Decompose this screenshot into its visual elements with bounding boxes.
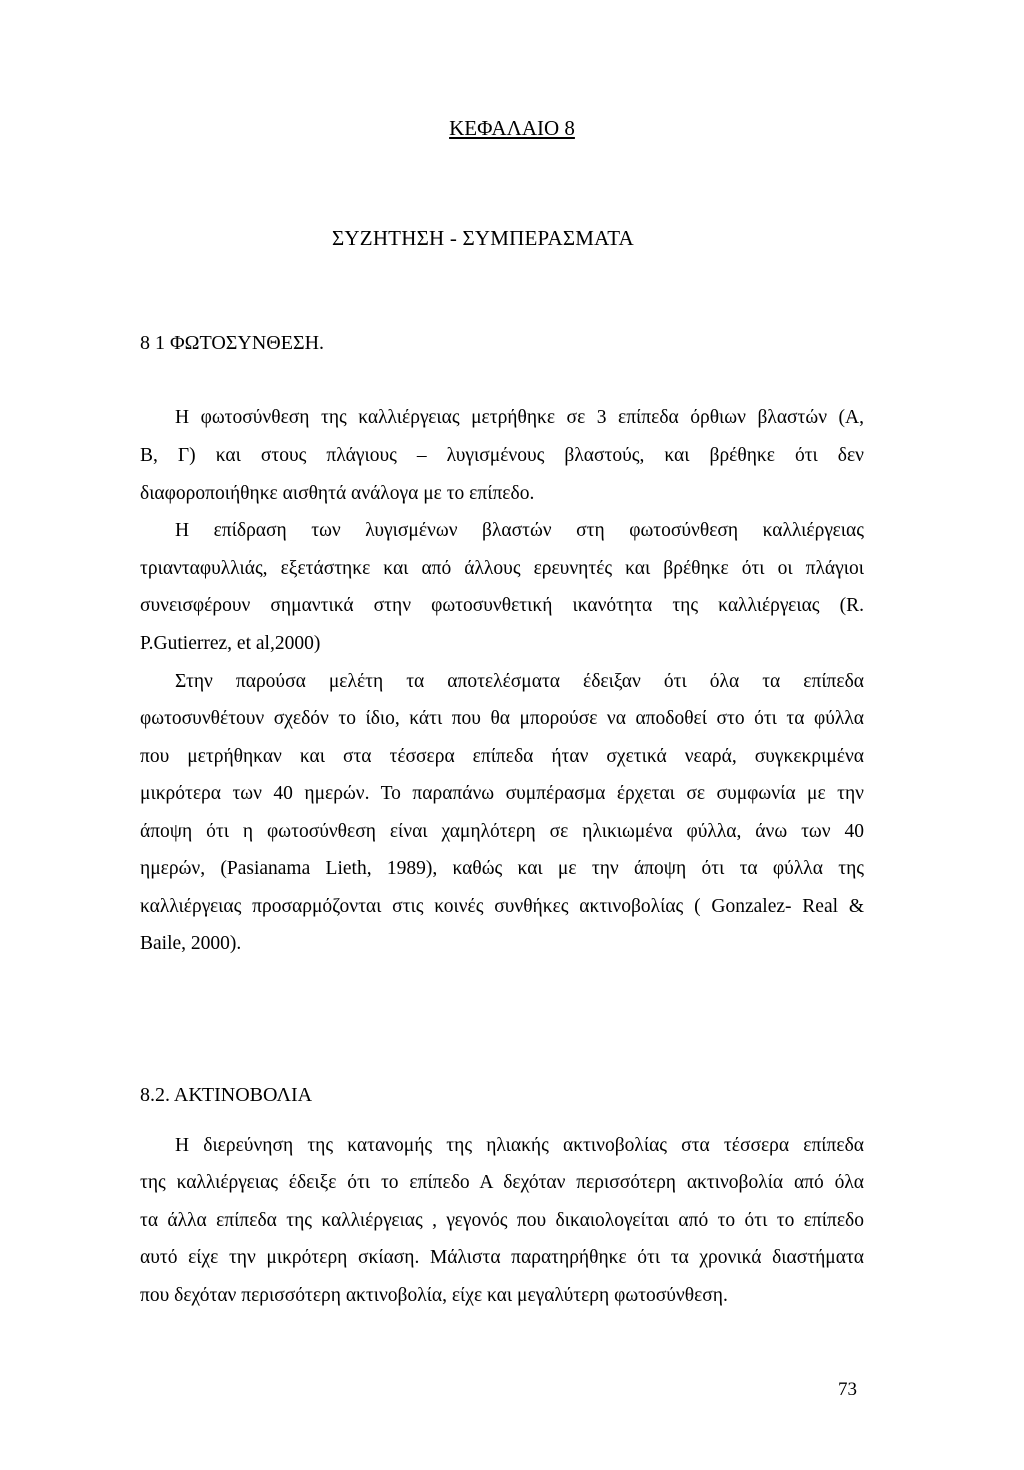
paragraph-line: Η φωτοσύνθεση της καλλιέργειας μετρήθηκε σε 3 επίπεδα όρθιων βλαστών (Α, (175, 407, 864, 428)
paragraph-line: ημερών, (Pasianama Lieth, 1989), καθώς και με την άποψη ότι τα φύλλα της (140, 858, 864, 879)
paragraph-line: διαφοροποιήθηκε αισθητά ανάλογα με το επίπεδο. (140, 483, 535, 504)
section-heading-radiation: 8.2. ΑΚΤΙΝΟΒΟΛΙΑ (140, 1084, 313, 1106)
chapter-subtitle: ΣΥΖΗΤΗΣΗ - ΣΥΜΠΕΡΑΣΜΑΤΑ (332, 226, 634, 250)
paragraph-line: της καλλιέργειας έδειξε ότι το επίπεδο Α δεχόταν περισσότερη ακτινοβολία από όλα (140, 1172, 864, 1193)
paragraph-line: άποψη ότι η φωτοσύνθεση είναι χαμηλότερη σε ηλικιωμένα φύλλα, άνω των 40 (140, 821, 864, 842)
paragraph-line: που μετρήθηκαν και στα τέσσερα επίπεδα ήταν σχετικά νεαρά, συγκεκριμένα (140, 746, 864, 767)
paragraph-line: P.Gutierrez, et al,2000) (140, 633, 321, 654)
section-heading-photosynthesis: 8 1 ΦΩΤΟΣΥΝΘΕΣΗ. (140, 332, 325, 354)
paragraph-line: φωτοσυνθέτουν σχεδόν το ίδιο, κάτι που θα μπορούσε να αποδοθεί στο ότι τα φύλλα (140, 708, 864, 729)
paragraph-line: τα άλλα επίπεδα της καλλιέργειας , γεγονός που δικαιολογείται από το ότι το επίπεδο (140, 1210, 864, 1231)
paragraph-line: Η επίδραση των λυγισμένων βλαστών στη φωτοσύνθεση καλλιέργειας (175, 520, 864, 541)
paragraph-line: τριανταφυλλιάς, εξετάστηκε και από άλλους ερευνητές και βρέθηκε ότι οι πλάγιοι (140, 558, 864, 579)
chapter-title: ΚΕΦΑΛΑΙΟ 8 (449, 116, 575, 140)
paragraph-line: συνεισφέρουν σημαντικά στην φωτοσυνθετική ικανότητα της καλλιέργειας (R. (140, 595, 864, 616)
paragraph-line: μικρότερα των 40 ημερών. Το παραπάνω συμπέρασμα έρχεται σε συμφωνία με την (140, 783, 864, 804)
paragraph-line: Baile, 2000). (140, 933, 242, 954)
paragraph-line: αυτό είχε την μικρότερη σκίαση. Μάλιστα παρατηρήθηκε ότι τα χρονικά διαστήματα (140, 1247, 864, 1268)
paragraph-line: Η διερεύνηση της κατανομής της ηλιακής ακτινοβολίας στα τέσσερα επίπεδα (175, 1135, 864, 1156)
paragraph-line: Στην παρούσα μελέτη τα αποτελέσματα έδειξαν ότι όλα τα επίπεδα (175, 671, 864, 692)
paragraph-line: που δεχόταν περισσότερη ακτινοβολία, είχε και μεγαλύτερη φωτοσύνθεση. (140, 1285, 728, 1306)
paragraph-line: καλλιέργειας προσαρμόζονται στις κοινές συνθήκες ακτινοβολίας ( Gonzalez- Real & (140, 896, 864, 917)
page-number: 73 (838, 1379, 857, 1400)
paragraph-line: Β, Γ) και στους πλάγιους – λυγισμένους βλαστούς, και βρέθηκε ότι δεν (140, 445, 864, 466)
